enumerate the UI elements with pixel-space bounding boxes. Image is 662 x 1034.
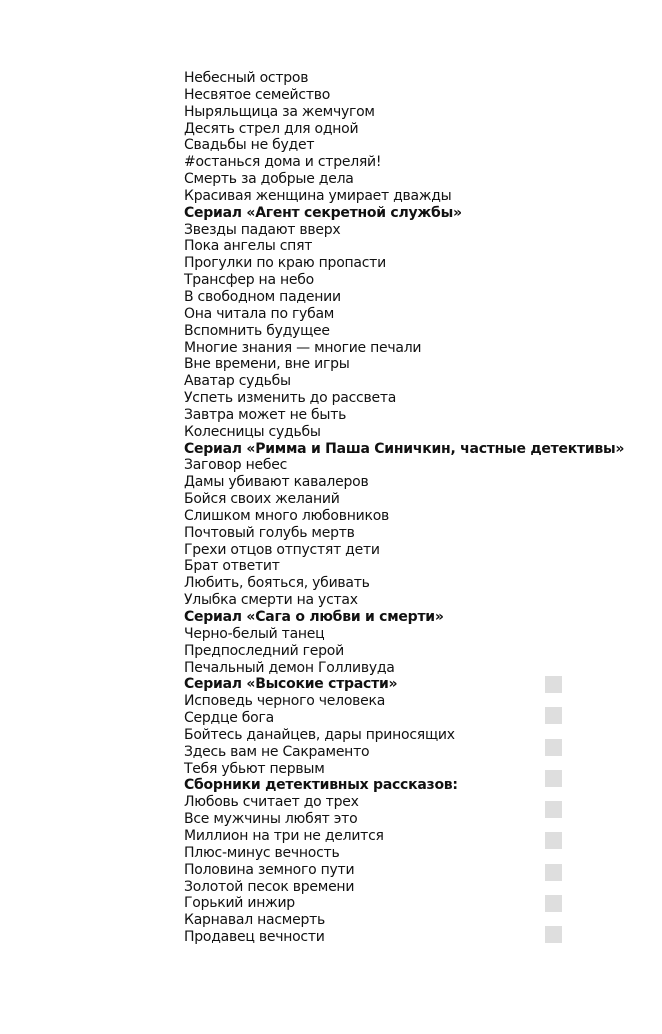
book-title: Аватар судьбы — [184, 373, 291, 390]
book-title: Предпоследний герой — [184, 642, 344, 659]
book-title: Она читала по губам — [184, 305, 335, 322]
edge-marker — [545, 707, 562, 724]
page-edge-markers — [545, 676, 562, 957]
book-title: Красивая женщина умирает дважды — [184, 187, 452, 204]
book-title: Заговор небес — [184, 457, 288, 474]
book-title: Улыбка смерти на устах — [184, 592, 358, 609]
book-title: Карнавал насмерть — [184, 912, 326, 929]
edge-marker — [545, 739, 562, 756]
book-title: Здесь вам не Сакраменто — [184, 743, 370, 760]
edge-marker — [545, 770, 562, 787]
book-title: Бойся своих желаний — [184, 491, 340, 508]
book-title: Продавец вечности — [184, 929, 325, 946]
book-title: Исповедь черного человека — [184, 693, 386, 710]
book-title: Половина земного пути — [184, 861, 355, 878]
book-title: Вне времени, вне игры — [184, 356, 350, 373]
book-title: Десять стрел для одной — [184, 120, 359, 137]
book-title: Бойтесь данайцев, дары приносящих — [184, 726, 455, 743]
book-title: Пока ангелы спят — [184, 238, 313, 255]
book-title: Колесницы судьбы — [184, 423, 321, 440]
book-title: Прогулки по краю пропасти — [184, 255, 386, 272]
book-title: В свободном падении — [184, 288, 341, 305]
book-title: Звезды падают вверх — [184, 221, 341, 238]
book-title: Слишком много любовников — [184, 507, 390, 524]
book-title: Плюс-минус вечность — [184, 844, 340, 861]
edge-marker — [545, 676, 562, 693]
book-title: Все мужчины любят это — [184, 811, 358, 828]
book-title: Трансфер на небо — [184, 272, 314, 289]
book-title: Любить, бояться, убивать — [184, 575, 370, 592]
book-title: Брат ответит — [184, 558, 280, 575]
book-title: Золотой песок времени — [184, 878, 355, 895]
edge-marker — [545, 801, 562, 818]
edge-marker — [545, 895, 562, 912]
book-title: Горький инжир — [184, 895, 295, 912]
series-heading: Сборники детективных рассказов: — [184, 777, 458, 794]
edge-marker — [545, 926, 562, 943]
book-title: Миллион на три не делится — [184, 827, 384, 844]
book-title: Вспомнить будущее — [184, 322, 330, 339]
book-title: #останься дома и стреляй! — [184, 154, 382, 171]
book-title: Свадьбы не будет — [184, 137, 315, 154]
book-title: Печальный демон Голливуда — [184, 659, 395, 676]
book-title: Любовь считает до трех — [184, 794, 359, 811]
book-title: Грехи отцов отпустят дети — [184, 541, 380, 558]
series-heading: Сериал «Сага о любви и смерти» — [184, 609, 444, 625]
edge-marker — [545, 864, 562, 881]
book-title: Черно-белый танец — [184, 625, 325, 642]
series-heading: Сериал «Высокие страсти» — [184, 676, 398, 693]
book-title: Сердце бога — [184, 710, 274, 727]
book-title: Успеть изменить до рассвета — [184, 390, 397, 407]
series-heading: Сериал «Римма и Паша Синичкин, частные детективы» — [184, 440, 625, 457]
book-title: Ныряльщица за жемчугом — [184, 103, 375, 120]
book-title: Тебя убьют первым — [184, 760, 325, 777]
book-title: Смерть за добрые дела — [184, 171, 354, 188]
edge-marker — [545, 832, 562, 849]
book-title: Несвятое семейство — [184, 86, 331, 103]
book-title: Небесный остров — [184, 70, 309, 86]
book-title: Почтовый голубь мертв — [184, 524, 355, 541]
book-title: Завтра может не быть — [184, 406, 347, 423]
book-title: Дамы убивают кавалеров — [184, 474, 369, 491]
book-title: Многие знания — многие печали — [184, 339, 422, 356]
series-heading: Сериал «Агент секретной службы» — [184, 204, 462, 221]
